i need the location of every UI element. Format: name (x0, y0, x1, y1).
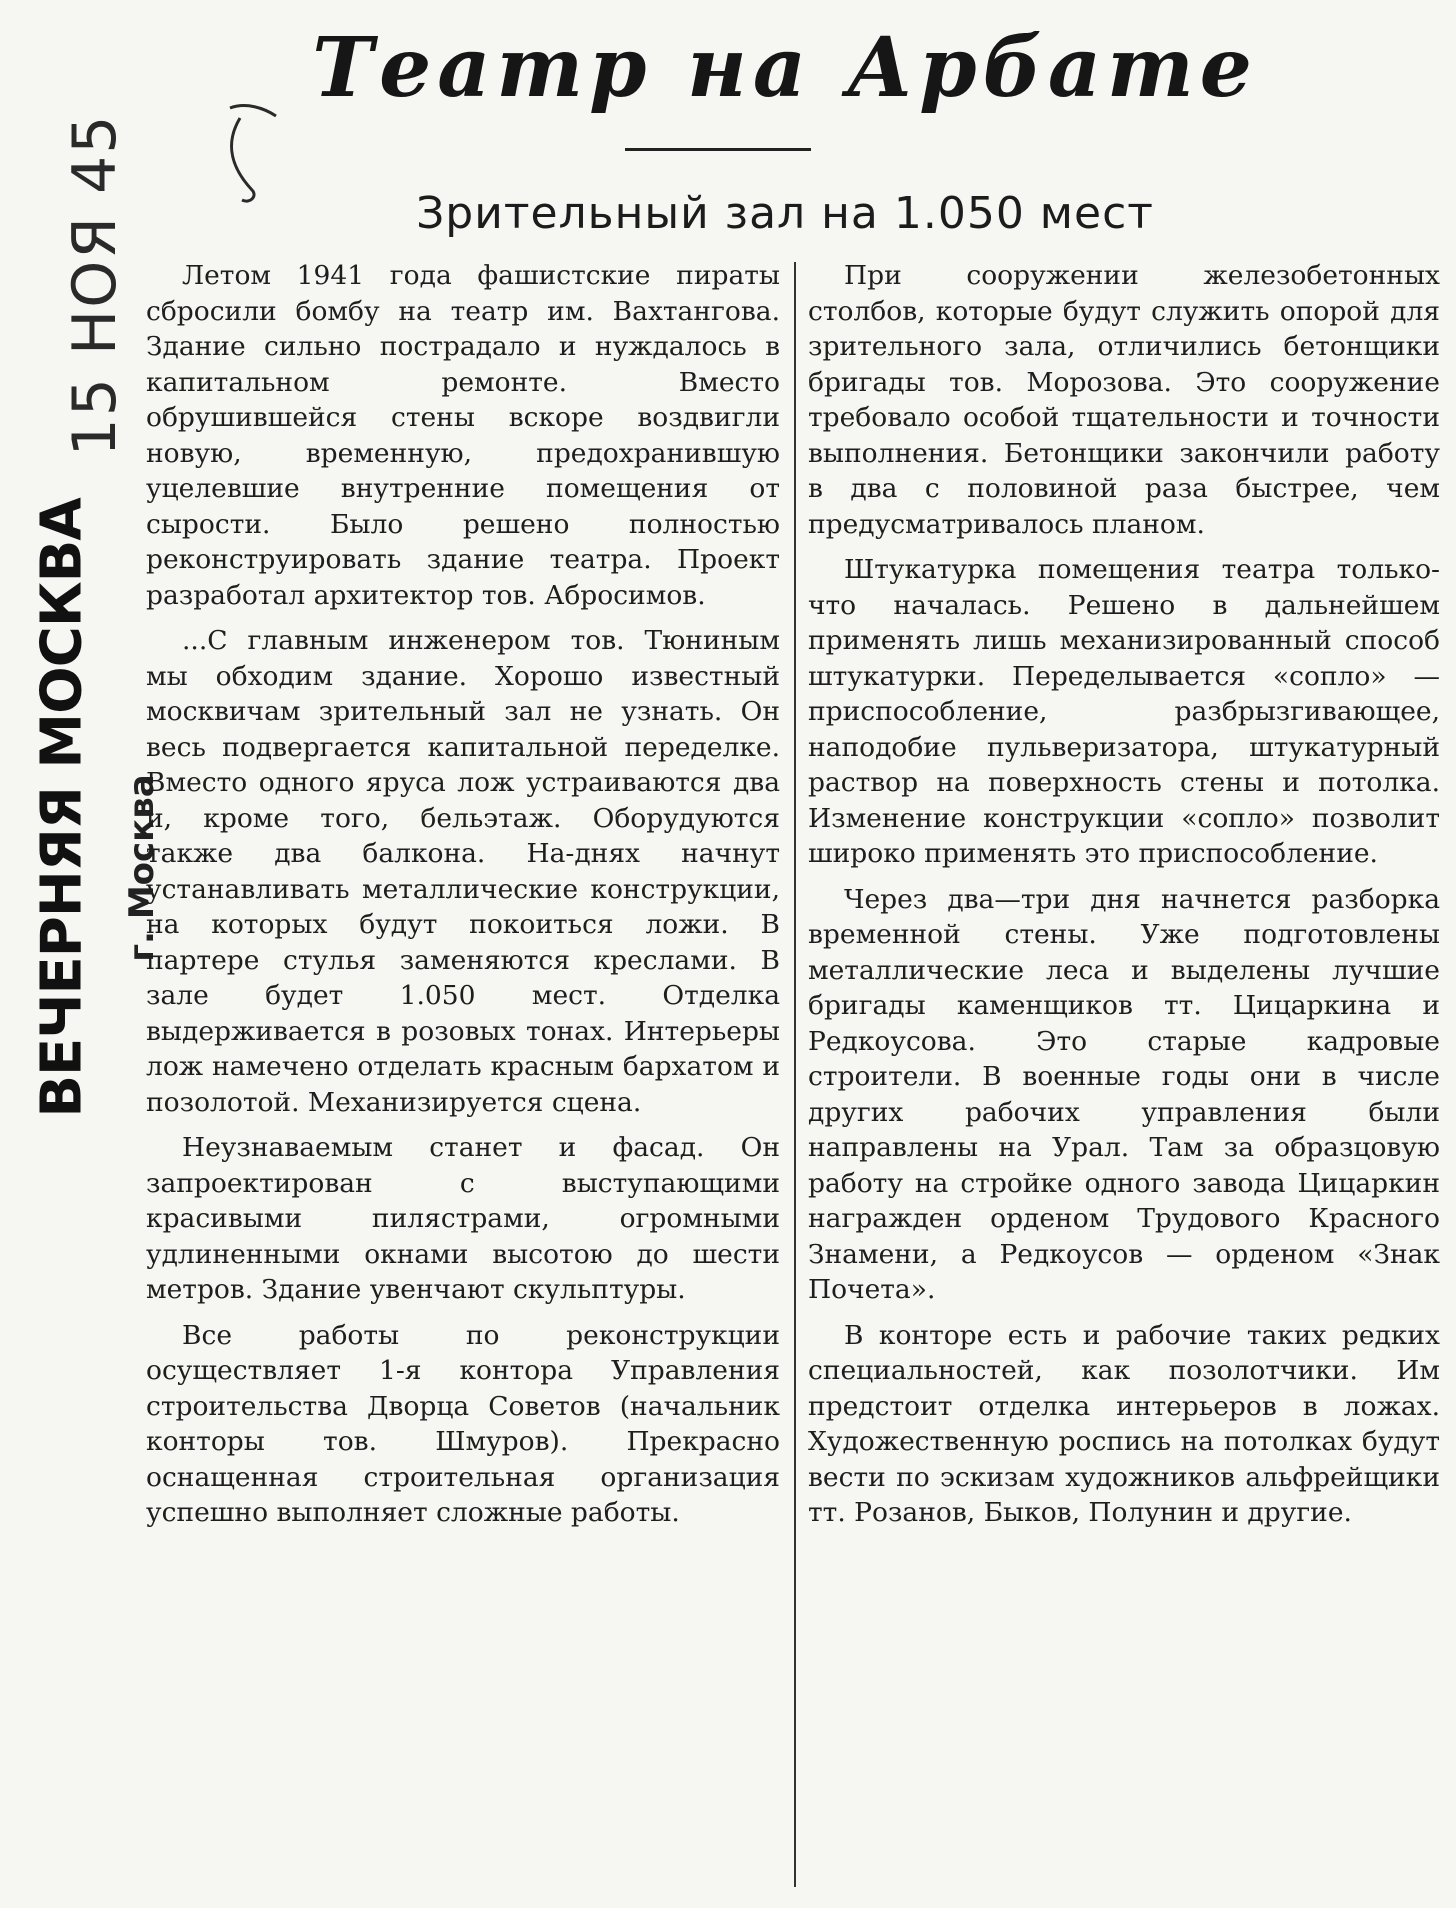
article-title: Театр на Арбате (312, 20, 1258, 116)
paragraph: Штукатурка помещения театра только-что началась. Решено в дальнейшем применять лишь механизированный способ штукатурки. Переделывается «сопло» — приспособление, разбрызгивающее, наподобие пульверизатора, штукатурный раствор на поверхность стены и потолка. Изменение конструкции «сопло» позволит широко применять это приспособление. (808, 554, 1440, 869)
paragraph: Все работы по реконструкции осуществляет 1-я контора Управления строительства Дворца Советов (начальник конторы тов. Шмуров). Прекрасно оснащенная строительная организация успешно выполняет сложные работы. (146, 1319, 780, 1528)
newspaper-name-stamp: ВЕЧЕРНЯЯ МОСКВА (29, 498, 95, 1118)
pencil-mark-icon (222, 100, 302, 210)
paragraph: Через два—три дня начнется разборка временной стены. Уже подготовлены металлические леса и выделены лучшие бригады каменщиков тт. Цицаркина и Редкоусова. Это старые кадровые строители. В военные годы они в числе других рабочих управления были направлены на Урал. Там за образцовую работу на стройке одного завода Цицаркин награжден орденом Трудового Красного Знамени, а Редкоусов — орденом «Знак Почета». (808, 883, 1440, 1305)
paragraph: ...С главным инженером тов. Тюниным мы обходим здание. Хорошо известный москвичам зрительный зал не узнать. Он весь подвергается капитальной переделке. Вместо одного яруса лож устраиваются два и, кроме того, бельэтаж. Оборудуются также два балкона. На-днях начнут устанавливать металлические конструкции, на которых будут покоиться ложи. В партере стулья заменяются креслами. В зале будет 1.050 мест. Отделка выдерживается в розовых тонах. Интерьеры лож намечено отделать красным бархатом и позолотой. Механизируется сцена. (146, 625, 780, 1118)
paragraph: Летом 1941 года фашистские пираты сбросили бомбу на театр им. Вахтангова. Здание сильно пострадало и нуждалось в капитальном ремонте. Вместо обрушившейся стены вскоре воздвигли новую, временную, предохранившую уцелевшие внутренние помещения от сырости. Было решено полностью реконструировать здание театра. Проект разработал архитектор тов. Абросимов. (146, 260, 780, 611)
city-stamp: г. Москва (122, 774, 162, 962)
left-column (146, 258, 780, 1541)
column-divider (794, 262, 796, 1887)
title-divider (625, 148, 811, 151)
paragraph: В конторе есть и рабочие таких редких специальностей, как позолотчики. Им предстоит отделка интерьеров в ложах. Художественную роспись на потолках будут вести по эскизам художников альфрейщики тт. Розанов, Быков, Полунин и другие. (808, 1319, 1440, 1528)
right-column (808, 258, 1440, 1541)
paragraph: При сооружении железобетонных столбов, которые будут служить опорой для зрительного зала, отличились бетонщики бригады тов. Морозова. Это сооружение требовало особой тщательности и точности выполнения. Бетонщики закончили работу в два с половиной раза быстрее, чем предусматривалось планом. (808, 260, 1440, 540)
date-stamp: 15 НОЯ 45 (60, 113, 130, 457)
article-subtitle: Зрительный зал на 1.050 мест (416, 188, 1154, 239)
paragraph: Неузнаваемым станет и фасад. Он запроектирован с выступающими красивыми пилястрами, огромными удлиненными окнами высотою до шести метров. Здание увенчают скульптуры. (146, 1132, 780, 1305)
